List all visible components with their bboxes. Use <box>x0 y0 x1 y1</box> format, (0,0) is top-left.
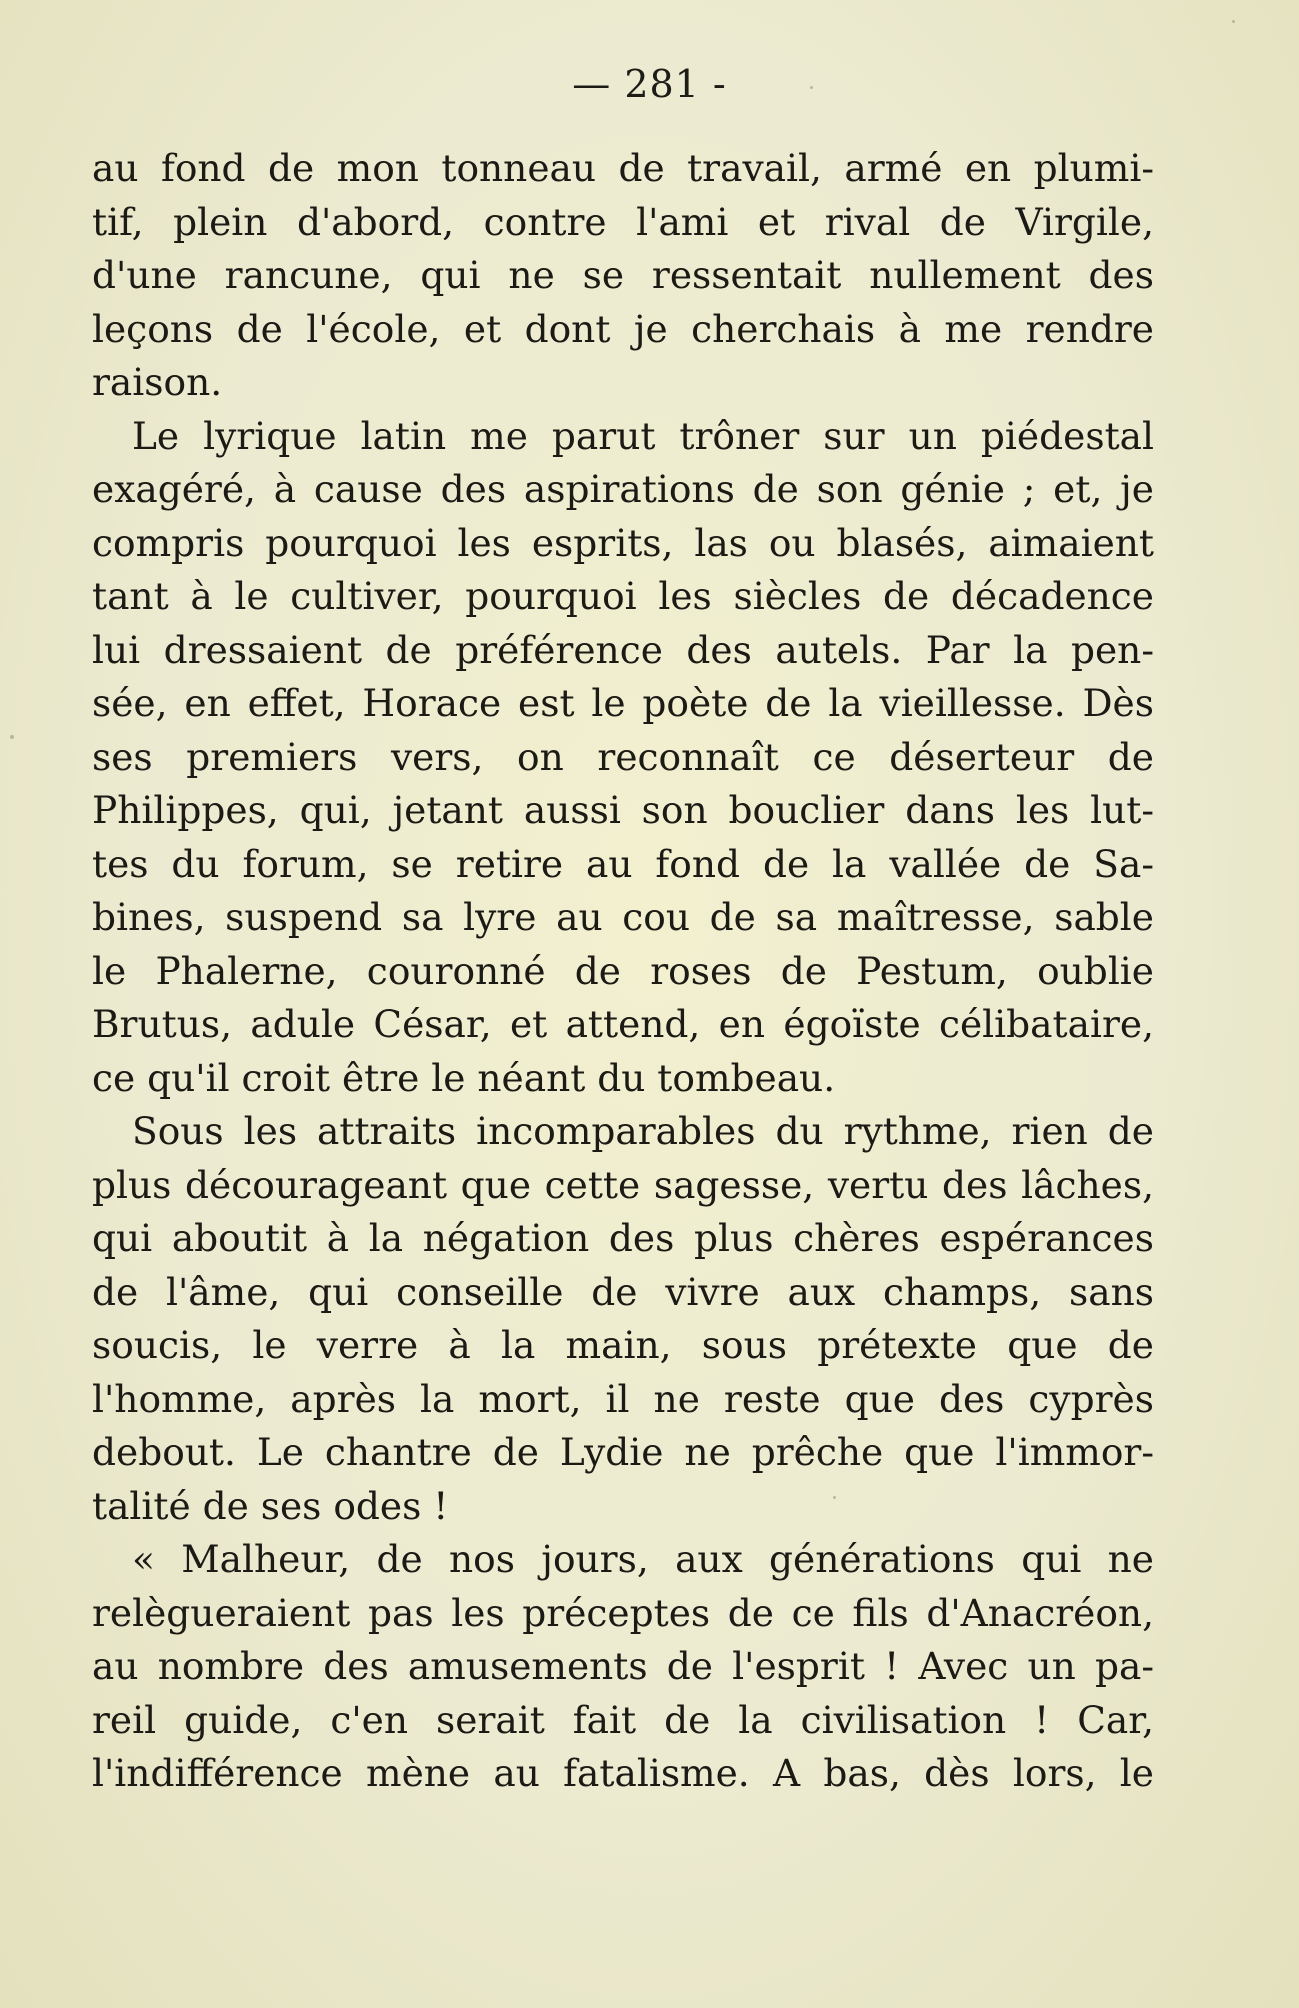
text-line: d'une rancune, qui ne se ressentait nullement des <box>92 253 1154 297</box>
text-line: raison. <box>92 360 223 404</box>
text-line: Sous les attraits incomparables du rythme, rien de <box>132 1109 1154 1153</box>
text-line: tif, plein d'abord, contre l'ami et rival de Virgile, <box>92 199 1154 244</box>
paper-speck <box>833 1496 836 1499</box>
text-line: debout. Le chantre de Lydie ne prêche que l'immor- <box>92 1430 1154 1474</box>
text-line: exagéré, à cause des aspirations de son génie ; et, je <box>92 467 1154 511</box>
text-line: relègueraient pas les préceptes de ce fils d'Anacréon, <box>92 1590 1154 1635</box>
text-line: l'homme, après la mort, il ne reste que des cyprès <box>92 1376 1154 1421</box>
paragraph-4 <box>92 1533 1154 1801</box>
page-number: — 281 - <box>572 62 727 106</box>
paragraph-2 <box>92 410 1154 1106</box>
text-line: « Malheur, de nos jours, aux générations qui ne <box>132 1537 1154 1581</box>
text-line: reil guide, c'en serait fait de la civilisation ! Car, <box>92 1697 1154 1742</box>
paper-speck <box>10 735 14 739</box>
text-line: soucis, le verre à la main, sous prétexte que de <box>92 1323 1154 1367</box>
text-line: talité de ses odes ! <box>92 1483 449 1528</box>
text-line: de l'âme, qui conseille de vivre aux champs, sans <box>92 1269 1154 1314</box>
text-line: compris pourquoi les esprits, las ou blasés, aimaient <box>92 520 1154 565</box>
text-line: Le lyrique latin me parut trôner sur un piédestal <box>132 413 1154 458</box>
paper-speck <box>810 86 813 89</box>
paragraph-3 <box>92 1105 1154 1533</box>
paper-speck <box>1232 20 1235 23</box>
text-line: ce qu'il croit être le néant du tombeau. <box>92 1055 836 1100</box>
text-line: lui dressaient de préférence des autels. Par la pen- <box>92 627 1154 672</box>
text-line: ses premiers vers, on reconnaît ce déserteur de <box>92 734 1154 779</box>
text-line: le Phalerne, couronné de roses de Pestum, oublie <box>92 948 1154 993</box>
body-text <box>92 142 1154 1801</box>
text-line: bines, suspend sa lyre au cou de sa maîtresse, sable <box>92 895 1154 939</box>
text-line: au nombre des amusements de l'esprit ! Avec un pa- <box>92 1644 1154 1688</box>
text-line: l'indifférence mène au fatalisme. A bas, dès lors, le <box>92 1751 1154 1795</box>
text-line: leçons de l'école, et dont je cherchais à me rendre <box>92 306 1154 351</box>
text-line: plus décourageant que cette sagesse, vertu des lâches, <box>92 1162 1154 1207</box>
text-line: sée, en effet, Horace est le poète de la vieillesse. Dès <box>92 681 1154 725</box>
text-line: qui aboutit à la négation des plus chères espérances <box>92 1216 1154 1260</box>
text-line: tant à le cultiver, pourquoi les siècles de décadence <box>92 574 1154 618</box>
paragraph-1 <box>92 142 1154 410</box>
text-line: tes du forum, se retire au fond de la vallée de Sa- <box>92 841 1154 886</box>
text-line: Philippes, qui, jetant aussi son bouclier dans les lut- <box>92 788 1154 832</box>
text-line: Brutus, adule César, et attend, en égoïste célibataire, <box>92 1002 1154 1046</box>
text-line: au fond de mon tonneau de travail, armé en plumi- <box>92 146 1154 190</box>
